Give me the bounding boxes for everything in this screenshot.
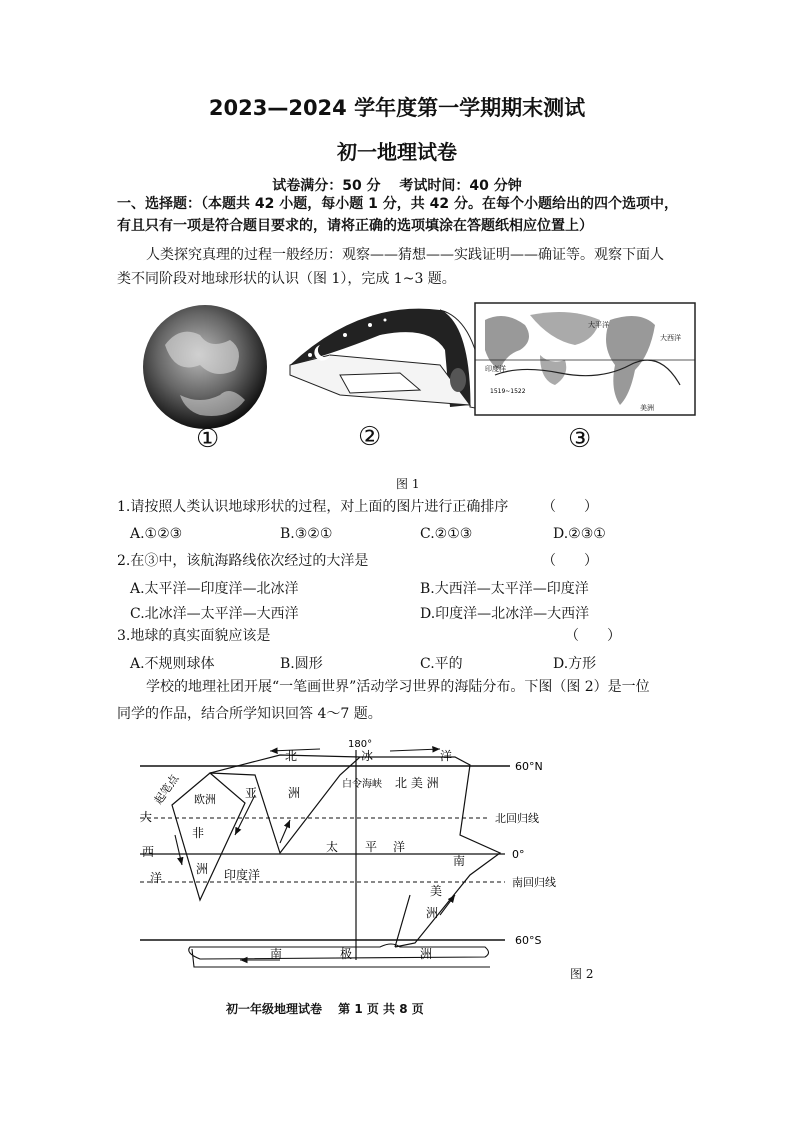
q2-option-a: A.太平洋—印度洋—北冰洋 [130,581,299,597]
europe-label: 欧洲 [194,793,216,806]
south-america-label-3: 洲 [426,906,439,920]
fig1-caption: 图 1 [396,477,420,491]
arctic-label-2: 冰 [361,749,374,763]
q3-option-d: D.方形 [553,656,597,672]
bering-strait-label: 白令海峡 [342,779,382,790]
exam-title: 2023—2024 学年度第一学期期末测试 [208,96,586,120]
voyage-map-image [475,303,695,415]
q1-option-b: B.③②① [280,526,333,542]
q2-stem: 2.在③中，该航海路线依次经过的大洋是 [117,553,369,569]
fig1-label-3: ③ [568,424,592,454]
south-america-label-1: 南 [453,854,466,868]
section1-heading [117,193,678,215]
intro2-line2: 同学的作品，结合所学知识回答 4～7 题。 [117,706,382,722]
equator-label: 0° [512,848,525,861]
q2-option-c: C.北冰洋—太平洋—大西洋 [130,606,299,622]
antarctica-label-1: 南 [270,947,283,961]
q3-stem: 3.地球的真实面貌应该是 [117,628,271,644]
section1-instr1: （本题共 42 小题，每小题 1 分，共 42 分。在每个小题给出的四个选项中， [201,196,678,212]
fig2-caption: 图 2 [570,967,594,981]
atlantic-label-1: 大 [140,810,153,824]
pacific-label-3: 洋 [393,840,406,854]
section1-instr2: 有且只有一项是符合题目要求的，请将正确的选项填涂在答题纸相应位置上） [117,218,593,234]
tropic-north-label: 北回归线 [495,812,539,825]
map-label-pacific: 大平洋 [588,321,609,329]
figure2-world-sketch [130,735,630,985]
africa-label-2: 洲 [196,862,209,876]
map-label-years: 1519~1522 [490,388,526,395]
q2-option-b: B.大西洋—太平洋—印度洋 [420,581,589,597]
antarctica-label-2: 极 [340,947,353,961]
indian-ocean-label: 印度洋 [224,868,261,882]
exam-meta: 试卷满分：50 分 考试时间：40 分钟 [272,178,522,194]
q2-bracket: （ ） [542,553,598,569]
fig1-label-1: ① [196,424,220,454]
arctic-label-3: 洋 [440,749,453,763]
figure1 [140,295,700,465]
map-label-america: 美洲 [640,404,654,412]
q3-bracket: （ ） [565,628,621,644]
q2-option-d: D.印度洋—北冰洋—大西洋 [420,606,590,622]
fig1-label-2: ② [358,422,382,452]
q1-option-a: A.①②③ [130,526,183,542]
map-label-atlantic: 大西洋 [660,334,681,342]
intro2-line1: 学校的地理社团开展“一笔画世界”活动学习世界的海陆分布。下图（图 2）是一位 [146,679,650,695]
start-point-label: 起笔点 [151,772,182,807]
pacific-label-2: 平 [365,840,378,854]
north-america-label: 北 美 洲 [395,776,439,790]
tropic-south-label: 南回归线 [512,876,556,889]
lat-60n-label: 60°N [515,760,543,773]
intro1-line1: 人类探究真理的过程一般经历：观察——猜想——实践证明——确证等。观察下面人 [146,247,664,263]
page-footer: 初一年级地理试卷 第 1 页 共 8 页 [226,1002,424,1016]
q1-option-d: D.②③① [553,526,606,542]
atlantic-label-2: 西 [142,845,155,859]
pacific-label-1: 太 [326,840,339,854]
map-label-indian: 印度洋 [485,365,506,373]
earth-photo-image [143,305,267,429]
section1-heading-text: 一、选择题： [117,196,201,212]
atlantic-label-3: 洋 [150,871,163,885]
africa-label-1: 非 [192,826,205,840]
south-america-label-2: 美 [430,884,443,898]
q3-option-b: B.圆形 [280,656,323,672]
exam-subtitle: 初一地理试卷 [337,140,457,164]
asia-label-1: 亚 [245,786,258,800]
antarctica-label-3: 洲 [420,947,433,961]
q3-option-a: A.不规则球体 [130,656,215,672]
lat-60s-label: 60°S [515,934,542,947]
q1-option-c: C.②①③ [420,526,473,542]
q3-option-c: C.平的 [420,656,463,672]
asia-label-2: 洲 [288,786,301,800]
intro1-line2: 类不同阶段对地球形状的认识（图 1），完成 1~3 题。 [117,271,456,287]
dome-model-image [290,309,485,410]
q1-stem: 1.请按照人类认识地球形状的过程，对上面的图片进行正确排序 [117,499,509,515]
arctic-label-1: 北 [285,749,298,763]
q1-bracket: （ ） [542,499,598,515]
lon-180-label: 180° [348,739,373,750]
